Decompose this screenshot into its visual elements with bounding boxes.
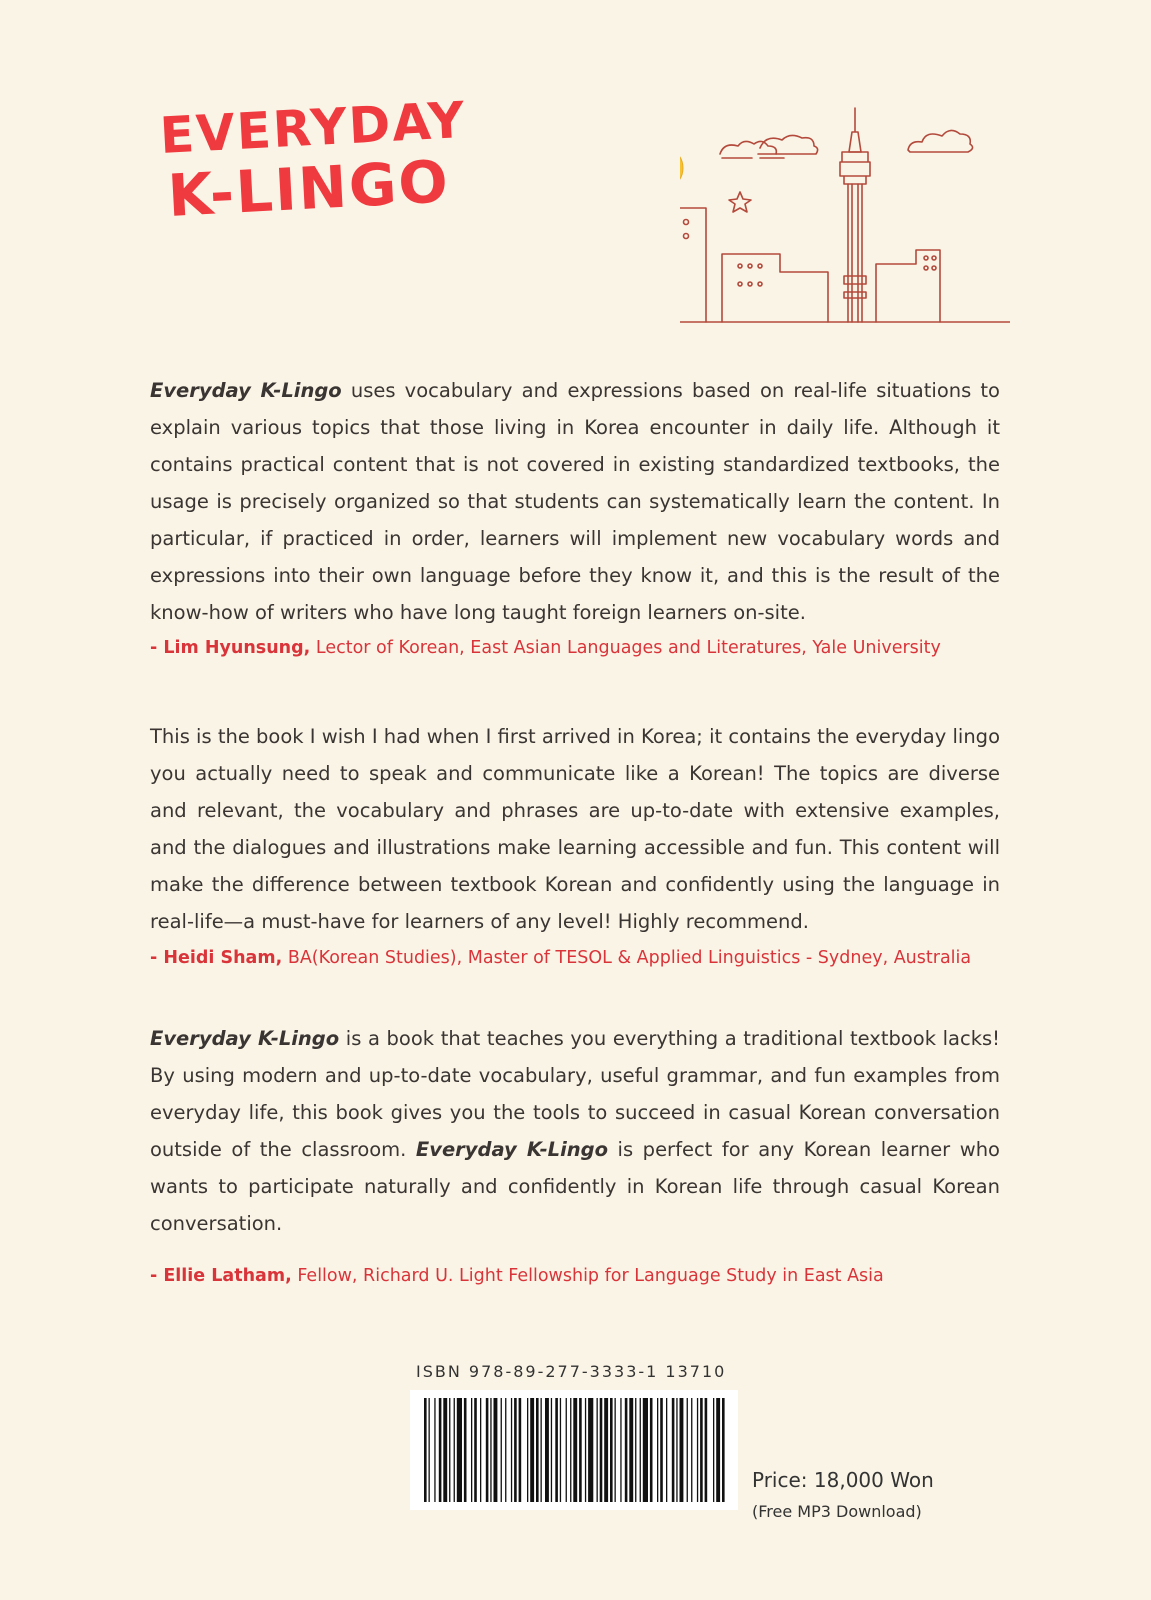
book-title: Everyday K-Lingo	[415, 1137, 609, 1161]
author-name: - Ellie Latham,	[150, 1266, 292, 1286]
author-name: - Lim Hyunsung,	[150, 638, 311, 658]
testimonial-1	[150, 372, 1000, 631]
author-name: - Heidi Sham,	[150, 948, 283, 968]
testimonial-2-attribution	[150, 948, 1030, 968]
testimonial-2	[150, 718, 1000, 940]
logo-line-1: EVERYDAY	[158, 90, 468, 165]
book-title: Everyday K-Lingo	[150, 378, 342, 402]
author-role: Fellow, Richard U. Light Fellowship for Language Study in East Asia	[291, 1266, 884, 1286]
cloud-icon	[720, 141, 784, 158]
testimonial-3	[150, 1020, 1000, 1242]
testimonial-text: uses vocabulary and expressions based on real-life situations to explain various topics that those living in Korea encounter in daily life. Although it contains practical content that is not covered in existing standardized textbooks, the usage is precisely organized so that students can systematically learn the content. In particular, if practiced in order, learners will implement new vocabulary words and expressions into their own language before they know it, and this is the result of the know-how of writers who have long taught foreign learners on-site.	[150, 378, 1000, 624]
testimonial-text: is a book that teaches you everything a traditional textbook lacks! By using modern and up-to-date vocabulary, useful grammar, and fun examples from everyday life, this book gives you the tools to succeed in casual Korean conversation outside of the classroom.	[150, 1026, 1000, 1161]
testimonial-text: is perfect for any Korean learner who wants to participate naturally and confidently in Korean life through casual Korean conversation.	[150, 1137, 1000, 1235]
testimonial-text: This is the book I wish I had when I first arrived in Korea; it contains the everyday lingo you actually need to speak and communicate like a Korean! The topics are diverse and relevant, the vocabulary and phrases are up-to-date with extensive examples, and the dialogues and illustrations make learning accessible and fun. This content will make the difference between textbook Korean and confidently using the language in real-life—a must-have for learners of any level! Highly recommend.	[150, 724, 1000, 933]
mp3-download-note: (Free MP3 Download)	[752, 1502, 922, 1521]
testimonial-3-attribution	[150, 1266, 1030, 1286]
logo-line-2: K-LINGO	[166, 147, 452, 230]
author-role: BA(Korean Studies), Master of TESOL & Applied Linguistics - Sydney, Australia	[282, 948, 972, 968]
seoul-skyline-illustration	[680, 100, 1010, 340]
cloud-icon	[908, 130, 973, 152]
price: Price: 18,000 Won	[752, 1468, 934, 1492]
testimonial-1-attribution	[150, 638, 1030, 658]
book-logo	[158, 90, 468, 230]
author-role: Lector of Korean, East Asian Languages and Literatures, Yale University	[310, 638, 941, 658]
sun-icon	[680, 147, 683, 189]
book-title: Everyday K-Lingo	[150, 1026, 340, 1050]
barcode	[410, 1390, 738, 1510]
isbn-number: ISBN 978-89-277-3333-1 13710	[416, 1362, 727, 1381]
star-icon	[729, 192, 751, 212]
